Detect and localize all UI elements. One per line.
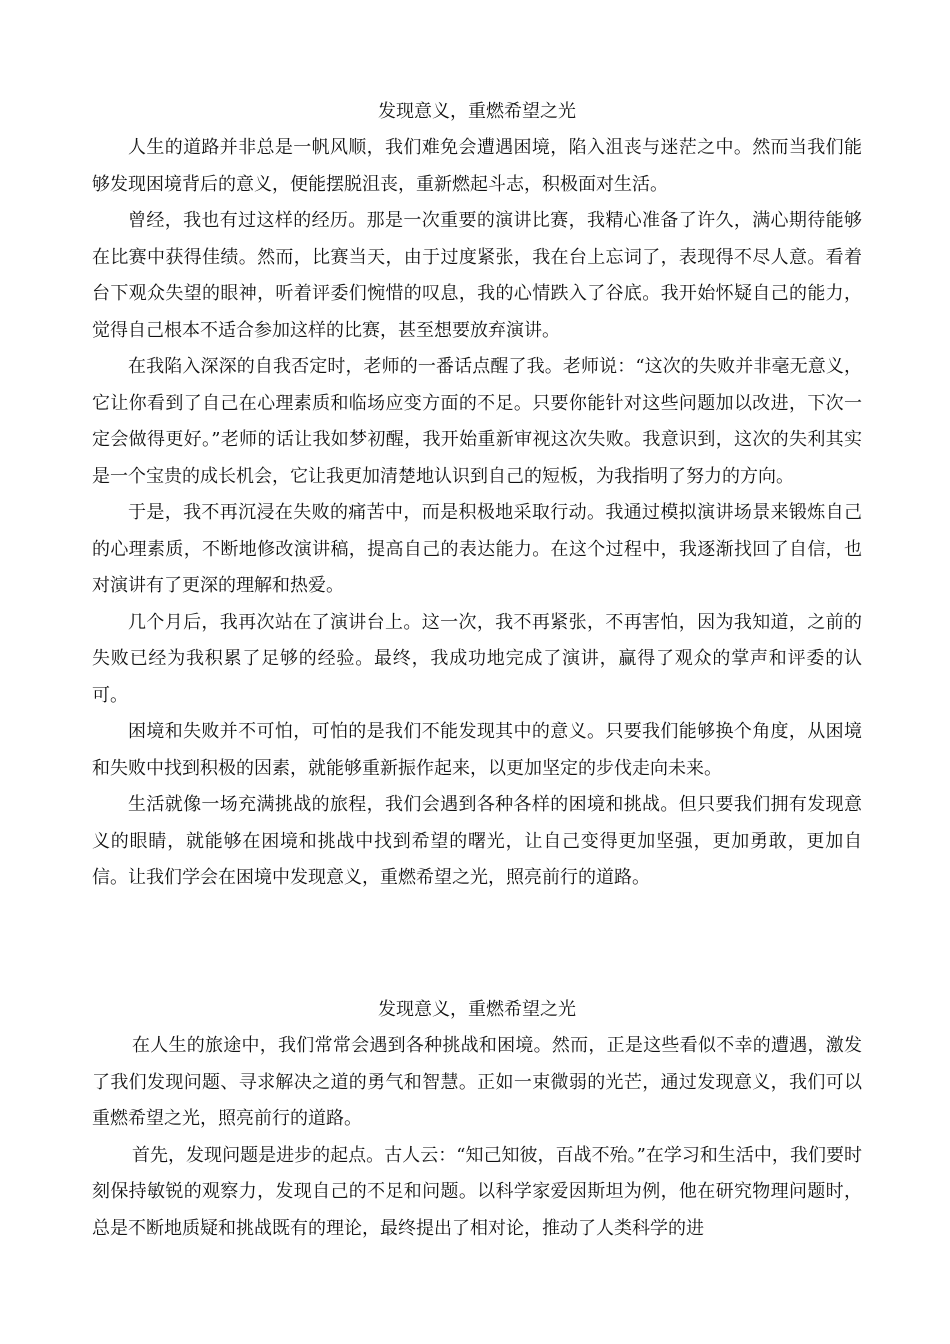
essay-1 — [92, 98, 862, 897]
essay-1-paragraph-3: 在我陷入深深的自我否定时，老师的一番话点醒了我。老师说：“这次的失败并非毫无意义，它让你看到了自己在心理素质和临场应变方面的不足。只要你能针对这些问题加以改进，下次一定会做得更好。”老师的话让我如梦初醒，我开始重新审视这次失败。我意识到，这次的失利其实是一个宝贵的成长机会，它让我更加清楚地认识到自己的短板，为我指明了努力的方向。 — [92, 356, 862, 487]
essay-1-paragraph-1: 人生的道路并非总是一帆风顺，我们难免会遭遇困境，陷入沮丧与迷茫之中。然而当我们能够发现困境背后的意义，便能摆脱沮丧，重新燃起斗志，积极面对生活。 — [92, 137, 862, 195]
essay-1-title: 发现意义，重燃希望之光 — [378, 101, 576, 122]
essay-1-paragraph-4: 于是，我不再沉浸在失败的痛苦中，而是积极地采取行动。我通过模拟演讲场景来锻炼自己的心理素质，不断地修改演讲稿，提高自己的表达能力。在这个过程中，我逐渐找回了自信，也对演讲有了更深的理解和热爱。 — [92, 502, 862, 596]
essay-2-paragraph-1: 在人生的旅途中，我们常常会遇到各种挑战和困境。然而，正是这些看似不幸的遭遇，激发了我们发现问题、寻求解决之道的勇气和智慧。正如一束微弱的光芒，通过发现意义，我们可以重燃希望之光，照亮前行的道路。 — [92, 1035, 862, 1129]
essay-2 — [92, 996, 862, 1247]
essay-1-paragraph-2: 曾经，我也有过这样的经历。那是一次重要的演讲比赛，我精心准备了许久，满心期待能够在比赛中获得佳绩。然而，比赛当天，由于过度紧张，我在台上忘词了，表现得不尽人意。看着台下观众失望的眼神，听着评委们惋惜的叹息，我的心情跌入了谷底。我开始怀疑自己的能力，觉得自己根本不适合参加这样的比赛，甚至想要放弃演讲。 — [92, 210, 862, 341]
essay-1-paragraph-6: 困境和失败并不可怕，可怕的是我们不能发现其中的意义。只要我们能够换个角度，从困境和失败中找到积极的因素，就能够重新振作起来，以更加坚定的步伐走向未来。 — [92, 721, 862, 779]
essay-1-paragraph-5: 几个月后，我再次站在了演讲台上。这一次，我不再紧张，不再害怕，因为我知道，之前的失败已经为我积累了足够的经验。最终，我成功地完成了演讲，赢得了观众的掌声和评委的认可。 — [92, 611, 862, 706]
essay-2-paragraph-2: 首先，发现问题是进步的起点。古人云：“知己知彼，百战不殆。”在学习和生活中，我们要时刻保持敏锐的观察力，发现自己的不足和问题。以科学家爱因斯坦为例，他在研究物理问题时，总是不断地质疑和挑战既有的理论，最终提出了相对论，推动了人类科学的进 — [92, 1144, 862, 1239]
essay-2-title: 发现意义，重燃希望之光 — [378, 999, 576, 1020]
essay-1-paragraph-7: 生活就像一场充满挑战的旅程，我们会遇到各种各样的困境和挑战。但只要我们拥有发现意义的眼睛，就能够在困境和挑战中找到希望的曙光，让自己变得更加坚强，更加勇敢，更加自信。让我们学会在困境中发现意义，重燃希望之光，照亮前行的道路。 — [92, 794, 862, 888]
